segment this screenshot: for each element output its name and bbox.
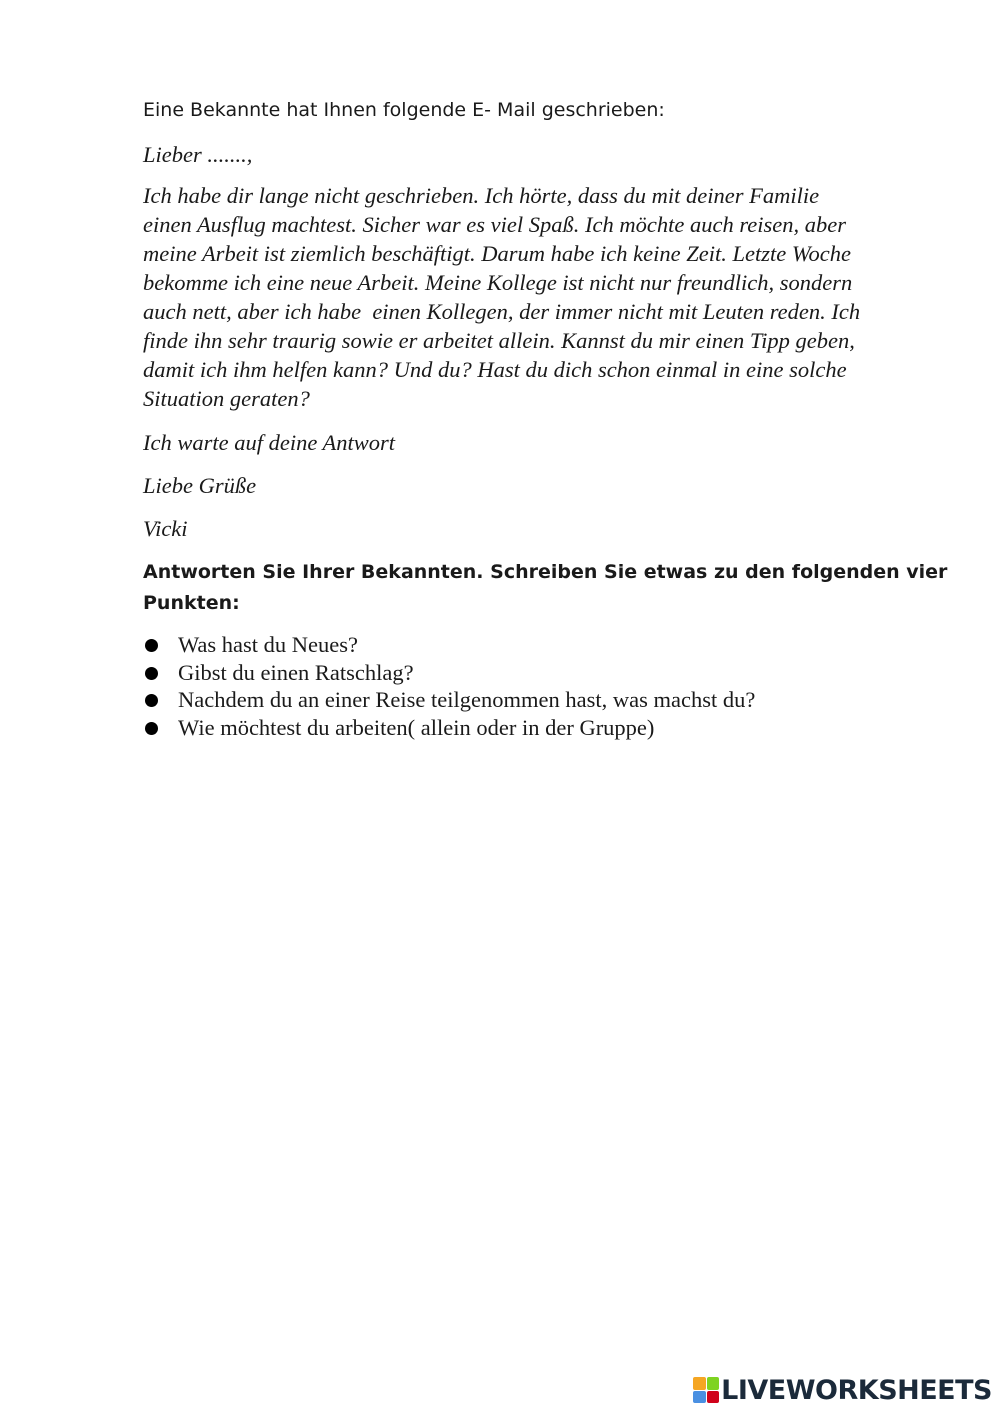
email-body-line: bekomme ich eine neue Arbeit. Meine Kollege ist nicht nur freundlich, sondern (143, 270, 853, 295)
email-salutation: Lieber ......., (143, 142, 253, 167)
email-body-line: meine Arbeit ist ziemlich beschäftigt. Darum habe ich keine Zeit. Letzte Woche (143, 241, 851, 266)
email-signature: Vicki (143, 516, 188, 541)
liveworksheets-logo (693, 1372, 992, 1408)
task-line: Punkten: (143, 592, 240, 614)
logo-square (693, 1391, 706, 1404)
email-body-line: Ich habe dir lange nicht geschrieben. Ich hörte, dass du mit deiner Familie (143, 183, 820, 208)
task-instruction (143, 557, 948, 619)
list-item (143, 659, 755, 687)
list-item-text: Wie möchtest du arbeiten( allein oder in der Gruppe) (178, 714, 655, 740)
points-list (143, 631, 755, 741)
list-item (143, 714, 755, 742)
bullet-icon (145, 639, 158, 652)
list-item-text: Was hast du Neues? (178, 632, 359, 657)
bullet-icon (145, 667, 158, 680)
logo-square (707, 1377, 720, 1390)
email-body-line: damit ich ihm helfen kann? Und du? Hast du dich schon einmal in eine solche (143, 357, 847, 382)
task-line: Antworten Sie Ihrer Bekannten. Schreiben Sie etwas zu den folgenden vier (143, 561, 948, 583)
logo-square (693, 1377, 706, 1390)
intro-text: Eine Bekannte hat Ihnen folgende E- Mail geschrieben: (143, 99, 665, 121)
email-body-line: auch nett, aber ich habe einen Kollegen, der immer nicht mit Leuten reden. Ich (143, 299, 861, 324)
list-item-text: Nachdem du an einer Reise teilgenommen hast, was machst du? (178, 687, 756, 712)
list-item (143, 686, 755, 714)
email-closing: Ich warte auf deine Antwort (143, 430, 396, 455)
email-body-line: finde ihn sehr traurig sowie er arbeitet allein. Kannst du mir einen Tipp geben, (143, 328, 855, 353)
email-greeting: Liebe Grüße (143, 473, 257, 498)
logo-text: LIVEWORKSHEETS (721, 1374, 992, 1406)
logo-square (707, 1391, 720, 1404)
email-body-line: Situation geraten? (143, 386, 310, 411)
bullet-icon (145, 694, 158, 707)
logo-mark-icon (693, 1377, 719, 1403)
list-item-text: Gibst du einen Ratschlag? (178, 659, 414, 685)
bullet-icon (145, 722, 158, 735)
email-body-line: einen Ausflug machtest. Sicher war es viel Spaß. Ich möchte auch reisen, aber (143, 212, 846, 237)
email-body (143, 181, 903, 413)
list-item (143, 631, 755, 659)
